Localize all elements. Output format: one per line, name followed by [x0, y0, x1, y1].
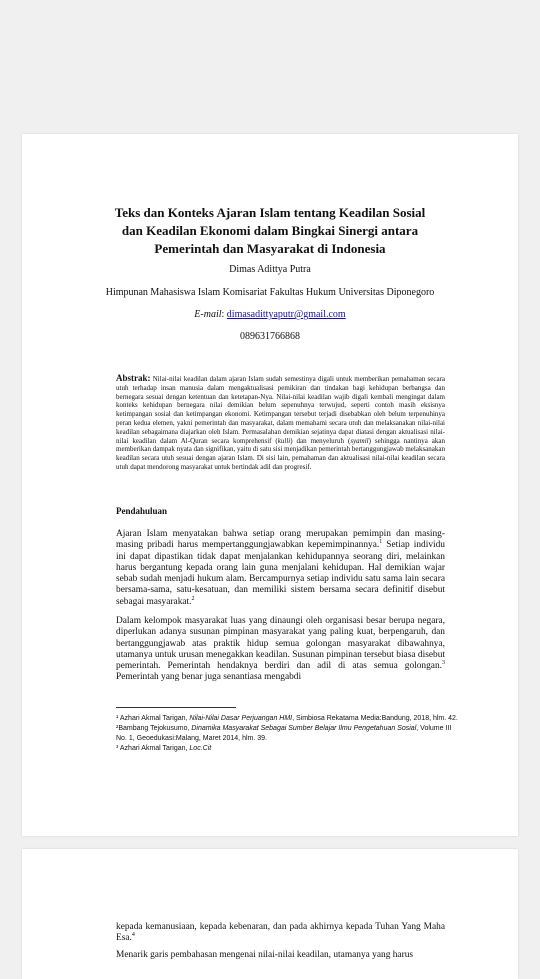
document-page-1 — [22, 134, 518, 836]
footnote-ref-4[interactable]: 4 — [131, 932, 135, 939]
abstract-term-kulli: kulli — [277, 436, 291, 445]
abstract-label: Abstrak: — [116, 373, 151, 383]
body-paragraph-2 — [116, 616, 445, 684]
para2-text-b: Pemerintah yang benar juga senantiasa mengabdi — [116, 672, 302, 683]
footnote-2 — [116, 724, 458, 744]
abstract-term-syamil: syamil — [350, 436, 369, 445]
footnote-2-author: ²Bambang Tejokusumo, — [116, 725, 192, 732]
author-phone: 089631766868 — [240, 331, 300, 342]
footnote-divider — [116, 707, 236, 708]
para1-text-a: Ajaran Islam menyatakan bahwa setiap orang merupakan pemimpin dan masing-masing pribadi harus mempertanggungjawabkan kepemimpinannya. — [116, 529, 445, 551]
footnotes — [116, 714, 458, 754]
author-name: Dimas Adittya Putra — [229, 264, 311, 275]
page2-paragraph-1 — [116, 922, 445, 945]
section-heading: Pendahuluan — [116, 506, 168, 516]
footnote-2-title: Dinamika Masyarakat Sebagai Sumber Belajar Ilmu Pengetahuan Sosial — [191, 725, 417, 732]
footnote-1 — [116, 714, 458, 724]
footnote-ref-2[interactable]: 2 — [191, 595, 195, 602]
abstract-text-1: Nilai-nilai keadilan dalam ajaran Islam sudah semestinya digali untuk memberikan pemahaman secara utuh terhadap insan manusia dalam mengaktualisasi pemikiran dan tindakan bagi kehidupan berbangsa dan bernegara sesuai dengan ketentuan dan ketetapan-Nya. Nilai-nilai keadilan wajib digali kembali mengingat dalam konteks kehidupan bernegara nilai demikian belum sepenuhnya terwujud, seperti contoh masih eksisnya ketimpangan sosial dan ketimpangan ekonomi. Ketimpangan tersebut terjadi disebabkan oleh belum terpenuhinya peran kedua elemen, yakni pemerintah dan masyarakat, dalam memahami secara utuh dan melaksanakan nilai-nilai keadilan sebagaimana diajarkan oleh Islam. Permasalahan demikian sejatinya dapat diatasi dengan aktualisasi nilai-nilai keadilan dalam Al-Quran secara komprehensif ( — [116, 375, 446, 445]
footnote-ref-3[interactable]: 3 — [442, 660, 445, 667]
body-paragraph-1 — [116, 529, 445, 608]
footnote-3-title: Loc.Cit — [189, 745, 212, 752]
footnote-1-details: , Simbiosa Rekatama Media:Bandung, 2018, hlm. 42. — [292, 715, 458, 722]
email-label: E-mail — [194, 309, 222, 320]
author-email: E-mail: dimasadittyaputr@gmail.com — [194, 309, 346, 320]
footnote-ref-1[interactable]: 1 — [379, 539, 383, 546]
abstract — [116, 374, 445, 472]
paper-title: Teks dan Konteks Ajaran Islam tentang Keadilan Sosial dan Keadilan Ekonomi dalam Bingkai Sinergi antara Pemerintah dan Masyarakat di Indonesia — [114, 205, 426, 256]
author-affiliation: Himpunan Mahasiswa Islam Komisariat Fakultas Hukum Universitas Diponegoro — [105, 287, 435, 298]
footnote-1-title: Nilai-Nilai Dasar Perjuangan HMI — [189, 715, 293, 722]
footnote-2-details: , Volume III No. 1, Geoedukasi:Malang, Maret 2014, hlm. 39. — [116, 725, 452, 742]
footnote-3-author: ³ Azhari Akmal Tarigan, — [116, 745, 190, 752]
para1-text-b: Setiap individu ini dapat dipastikan tidak dapat menjalankan kehidupannya seorang diri, melainkan harus bergantung kepada orang lain guna menjalani kehidupan. Hal demikian wajar sebab sudah menjadi hukum alam. Bercampurnya setiap individu satu sama lain secara bersama-sama, satu-kesatuan, dan memiliki sistem bersama secara definitif disebut sebagai masyarakat. — [116, 540, 445, 607]
footnote-1-author: ¹ Azhari Akmal Tarigan, — [116, 715, 190, 722]
abstract-text-2: ) dan menyeluruh ( — [290, 436, 351, 445]
abstract-text-3: ) sehingga nantinya akan memberikan dampak nyata dan signifikan, yaitu di satu sisi menjadikan pemerintah bertanggungjawab melaksanakan keadilan secara utuh sesuai dengan ajaran Islam. Di sisi lain, pemahaman dan aktualisasi nilai-nilai keadilan secara utuh dapat mendorong masyarakat untuk bertindak adil dan progresif. — [116, 436, 446, 471]
footnote-3 — [116, 744, 458, 754]
page2-paragraph-2: Menarik garis pembahasan mengenai nilai-nilai keadilan, utamanya yang harus — [116, 950, 414, 960]
email-link[interactable]: dimasadittyaputr@gmail.com — [226, 309, 346, 320]
page2-text-a: kepada kemanusiaan, kepada kebenaran, dan pada akhirnya kepada Tuhan Yang Maha Esa. — [116, 922, 445, 944]
para2-text-a: Dalam kelompok masyarakat luas yang dinaungi oleh organisasi besar berupa negara, diperlukan adanya susunan pimpinan masyarakat yang paling kuat, berpengaruh, dan bertanggungjawab atas praktik hidup semua golongan masyarakat dibawahnya, utamanya untuk urusan menegakkan keadilan. Susunan pimpinan tersebut biasa disebut pemerintah. Pemerintah hendaknya berdiri dan adil di atas semua golongan. — [116, 616, 445, 672]
